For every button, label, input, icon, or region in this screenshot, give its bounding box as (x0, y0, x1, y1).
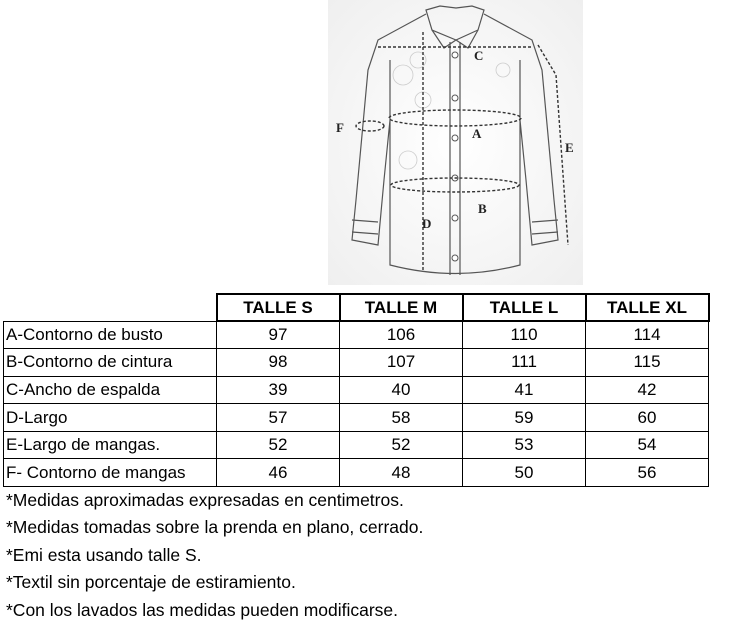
cell-value: 52 (217, 431, 340, 459)
cell-value: 110 (463, 321, 586, 349)
label-d: D (422, 216, 432, 231)
cell-value: 114 (586, 321, 709, 349)
cell-value: 52 (340, 431, 463, 459)
table-row (4, 404, 709, 432)
cell-value: 39 (217, 376, 340, 404)
label-a: A (472, 126, 482, 141)
header-size-s: TALLE S (217, 294, 340, 321)
cell-value: 106 (340, 321, 463, 349)
size-chart-table (3, 293, 710, 487)
shirt-illustration (328, 0, 583, 285)
header-size-xl: TALLE XL (586, 294, 709, 321)
label-b: B (478, 201, 487, 216)
note-line: *Emi esta usando talle S. (6, 544, 202, 565)
note-line: *Medidas aproximadas expresadas en centimetros. (6, 490, 404, 510)
cell-value: 56 (586, 459, 709, 487)
cell-value: 58 (340, 404, 463, 432)
cell-value: 57 (217, 404, 340, 432)
header-size-l: TALLE L (463, 294, 586, 321)
cell-value: 59 (463, 404, 586, 432)
cell-value: 42 (586, 376, 709, 404)
row-label: D-Largo (4, 404, 217, 432)
header-blank-cell (4, 294, 217, 321)
header-size-m: TALLE M (340, 294, 463, 321)
row-label: B-Contorno de cintura (4, 349, 217, 377)
cell-value: 41 (463, 376, 586, 404)
table-row (4, 459, 709, 487)
table-row (4, 349, 709, 377)
cell-value: 115 (586, 349, 709, 377)
cell-value: 46 (217, 459, 340, 487)
cell-value: 53 (463, 431, 586, 459)
cell-value: 60 (586, 404, 709, 432)
cell-value: 40 (340, 376, 463, 404)
cell-value: 97 (217, 321, 340, 349)
header-row (4, 294, 709, 321)
table-row (4, 431, 709, 459)
note-line: *Medidas tomadas sobre la prenda en plano, cerrado. (6, 517, 424, 538)
note-line: *Textil sin porcentaje de estiramiento. (6, 572, 296, 593)
table-row (4, 376, 709, 404)
row-label: C-Ancho de espalda (4, 376, 217, 404)
cell-value: 111 (463, 349, 586, 377)
table-row (4, 321, 709, 349)
row-label: F- Contorno de mangas (4, 459, 217, 487)
shirt-measurement-diagram (328, 0, 583, 285)
notes-list (6, 487, 423, 624)
note-line: *Con los lavados las medidas pueden modificarse. (6, 599, 399, 620)
cell-value: 98 (217, 349, 340, 377)
row-label: A-Contorno de busto (4, 321, 217, 349)
label-f: F (336, 120, 344, 135)
row-label: E-Largo de mangas. (4, 431, 217, 459)
label-e: E (565, 140, 574, 155)
cell-value: 54 (586, 431, 709, 459)
cell-value: 50 (463, 459, 586, 487)
label-c: C (474, 48, 484, 63)
cell-value: 48 (340, 459, 463, 487)
cell-value: 107 (340, 349, 463, 377)
